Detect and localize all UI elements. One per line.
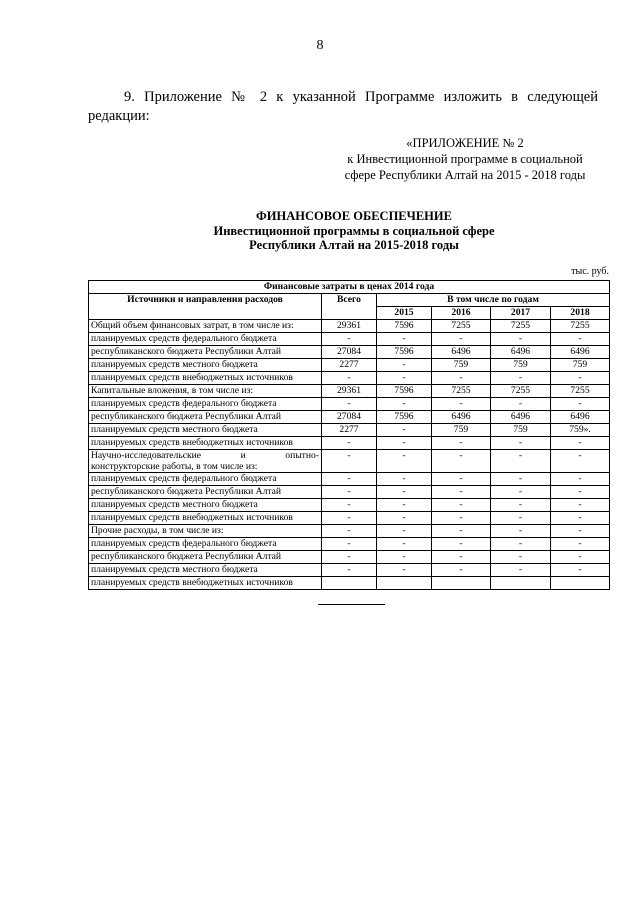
paragraph-line-1: 9. Приложение № 2 к указанной Программе изложить в следующей — [124, 89, 598, 105]
header-by-years: В том числе по годам — [377, 294, 610, 307]
cell-2015: - — [377, 359, 432, 372]
cell-2016 — [432, 577, 491, 590]
cell-2015: - — [377, 450, 432, 473]
cell-2018: - — [551, 538, 610, 551]
cell-2018: 6496 — [551, 346, 610, 359]
cell-2015: - — [377, 437, 432, 450]
header-year-2016: 2016 — [432, 307, 491, 320]
cell-2015: 7596 — [377, 385, 432, 398]
cell-2015: - — [377, 398, 432, 411]
title-line-1: ФИНАНСОВОЕ ОБЕСПЕЧЕНИЕ — [256, 209, 452, 223]
cell-2017: 6496 — [491, 411, 551, 424]
cell-2018: - — [551, 512, 610, 525]
cell-2018: - — [551, 398, 610, 411]
cell-2017: - — [491, 333, 551, 346]
row-label: планируемых средств внебюджетных источников — [89, 437, 322, 450]
table-row — [89, 372, 610, 385]
cell-total: - — [322, 450, 377, 473]
cell-2017: 6496 — [491, 346, 551, 359]
cell-total: - — [322, 398, 377, 411]
cell-2016: - — [432, 512, 491, 525]
cell-2015: - — [377, 486, 432, 499]
cell-total: - — [322, 437, 377, 450]
table-row — [89, 346, 610, 359]
cell-total: 2277 — [322, 359, 377, 372]
row-label: планируемых средств местного бюджета — [89, 499, 322, 512]
cell-2018 — [551, 577, 610, 590]
cell-2015: - — [377, 538, 432, 551]
cell-2015: 7596 — [377, 346, 432, 359]
cell-2017: - — [491, 512, 551, 525]
cell-total: - — [322, 372, 377, 385]
cell-2015: - — [377, 424, 432, 437]
cell-2017 — [491, 577, 551, 590]
appendix-line-2: к Инвестиционной программе в социальной — [347, 152, 583, 166]
cell-2017: - — [491, 486, 551, 499]
cell-2015: - — [377, 512, 432, 525]
table-row — [89, 512, 610, 525]
appendix-line-1: «ПРИЛОЖЕНИЕ № 2 — [406, 136, 524, 150]
row-label-line-2: конструкторские работы, в том числе из: — [91, 461, 258, 472]
cell-2017: - — [491, 473, 551, 486]
cell-2016: 759 — [432, 424, 491, 437]
row-label: планируемых средств внебюджетных источников — [89, 372, 322, 385]
row-label: Общий объем финансовых затрат, в том числе из: — [89, 320, 322, 333]
cell-2018: - — [551, 437, 610, 450]
cell-2018: 7255 — [551, 385, 610, 398]
header-sources: Источники и направления расходов — [89, 294, 322, 320]
row-label: республиканского бюджета Республики Алтай — [89, 551, 322, 564]
cell-2018: - — [551, 333, 610, 346]
cell-2017: - — [491, 551, 551, 564]
cell-2015: - — [377, 499, 432, 512]
cell-2018: - — [551, 551, 610, 564]
cell-2015: - — [377, 333, 432, 346]
table-row — [89, 385, 610, 398]
table-row — [89, 424, 610, 437]
row-label: планируемых средств местного бюджета — [89, 424, 322, 437]
cell-total: - — [322, 499, 377, 512]
cell-2017: - — [491, 525, 551, 538]
cell-2016: - — [432, 333, 491, 346]
cell-2015 — [377, 577, 432, 590]
cell-2015: - — [377, 551, 432, 564]
row-label: планируемых средств федерального бюджета — [89, 538, 322, 551]
header-year-2015: 2015 — [377, 307, 432, 320]
cell-2015: - — [377, 473, 432, 486]
cell-2016: - — [432, 437, 491, 450]
cell-total: - — [322, 551, 377, 564]
cell-total: 27084 — [322, 411, 377, 424]
cell-2016: - — [432, 450, 491, 473]
cell-2018: - — [551, 486, 610, 499]
header-year-2018: 2018 — [551, 307, 610, 320]
cell-2017: 7255 — [491, 320, 551, 333]
cell-2017: - — [491, 538, 551, 551]
cell-total: - — [322, 473, 377, 486]
cell-2018: 7255 — [551, 320, 610, 333]
cell-total — [322, 577, 377, 590]
table-row — [89, 411, 610, 424]
cell-2016: 759 — [432, 359, 491, 372]
row-label: планируемых средств федерального бюджета — [89, 473, 322, 486]
cell-2017: - — [491, 437, 551, 450]
table-row — [89, 525, 610, 538]
cell-2015: 7596 — [377, 411, 432, 424]
row-label: планируемых средств внебюджетных источников — [89, 512, 322, 525]
cell-total: - — [322, 525, 377, 538]
table-row — [89, 320, 610, 333]
header-total: Всего — [322, 294, 377, 320]
table-row — [89, 486, 610, 499]
unit-label: тыс. руб. — [571, 266, 609, 277]
header-year-2017: 2017 — [491, 307, 551, 320]
cell-total: - — [322, 564, 377, 577]
row-label — [89, 450, 322, 473]
cell-2016: - — [432, 564, 491, 577]
row-label: Капитальные вложения, в том числе из: — [89, 385, 322, 398]
cell-2016: 7255 — [432, 320, 491, 333]
cell-2016: - — [432, 372, 491, 385]
amendment-paragraph — [88, 88, 598, 126]
cell-2016: - — [432, 499, 491, 512]
table-row — [89, 473, 610, 486]
row-label: республиканского бюджета Республики Алтай — [89, 346, 322, 359]
cell-total: 29361 — [322, 320, 377, 333]
cell-2018: - — [551, 372, 610, 385]
cell-2016: 7255 — [432, 385, 491, 398]
title-line-3: Республики Алтай на 2015-2018 годы — [249, 238, 459, 252]
page-number: 8 — [316, 38, 324, 53]
cell-2018: - — [551, 450, 610, 473]
cell-2017: 7255 — [491, 385, 551, 398]
cell-2017: - — [491, 564, 551, 577]
paragraph-line-2: редакции: — [88, 108, 150, 124]
cell-2016: - — [432, 525, 491, 538]
table-row — [89, 538, 610, 551]
cell-total: 27084 — [322, 346, 377, 359]
cell-2016: - — [432, 398, 491, 411]
cell-2018: - — [551, 564, 610, 577]
table-row — [89, 499, 610, 512]
cell-2017: - — [491, 372, 551, 385]
cell-2016: 6496 — [432, 411, 491, 424]
cell-2015: - — [377, 564, 432, 577]
title-line-2: Инвестиционной программы в социальной сфере — [213, 223, 495, 238]
row-label: планируемых средств местного бюджета — [89, 359, 322, 372]
cell-2016: - — [432, 473, 491, 486]
row-label: планируемых средств федерального бюджета — [89, 333, 322, 346]
row-label: республиканского бюджета Республики Алтай — [89, 486, 322, 499]
cell-2018: 6496 — [551, 411, 610, 424]
table-row — [89, 437, 610, 450]
cell-total: 29361 — [322, 385, 377, 398]
cell-2016: - — [432, 486, 491, 499]
document-title — [90, 209, 618, 253]
cell-2018: 759». — [551, 424, 610, 437]
end-separator-line — [318, 604, 385, 605]
table-caption-row — [89, 281, 610, 294]
cell-total: - — [322, 538, 377, 551]
table-row — [89, 398, 610, 411]
row-label: республиканского бюджета Республики Алтай — [89, 411, 322, 424]
table-row — [89, 551, 610, 564]
cell-2017: - — [491, 499, 551, 512]
row-label: планируемых средств федерального бюджета — [89, 398, 322, 411]
cell-total: - — [322, 512, 377, 525]
cell-2018: - — [551, 473, 610, 486]
cell-total: - — [322, 333, 377, 346]
row-label: планируемых средств местного бюджета — [89, 564, 322, 577]
cell-2015: - — [377, 372, 432, 385]
cell-2016: - — [432, 551, 491, 564]
table-row — [89, 359, 610, 372]
appendix-header — [320, 135, 610, 183]
cell-2015: - — [377, 525, 432, 538]
cell-total: - — [322, 486, 377, 499]
cell-total: 2277 — [322, 424, 377, 437]
table-caption: Финансовые затраты в ценах 2014 года — [89, 281, 610, 294]
cell-2016: - — [432, 538, 491, 551]
cell-2017: 759 — [491, 424, 551, 437]
cell-2016: 6496 — [432, 346, 491, 359]
cell-2017: - — [491, 450, 551, 473]
table-row — [89, 564, 610, 577]
table-row — [89, 577, 610, 590]
row-label: Прочие расходы, в том числе из: — [89, 525, 322, 538]
table-row — [89, 450, 610, 473]
cell-2018: 759 — [551, 359, 610, 372]
cell-2017: - — [491, 398, 551, 411]
cell-2018: - — [551, 499, 610, 512]
row-label: планируемых средств внебюджетных источников — [89, 577, 322, 590]
cell-2017: 759 — [491, 359, 551, 372]
table-row — [89, 333, 610, 346]
appendix-line-3: сфере Республики Алтай на 2015 - 2018 годы — [344, 168, 586, 182]
cell-2018: - — [551, 525, 610, 538]
row-label-line-1: Научно-исследовательские и опытно- — [91, 450, 319, 461]
financing-table — [88, 280, 610, 590]
cell-2015: 7596 — [377, 320, 432, 333]
table-header-row — [89, 294, 610, 307]
